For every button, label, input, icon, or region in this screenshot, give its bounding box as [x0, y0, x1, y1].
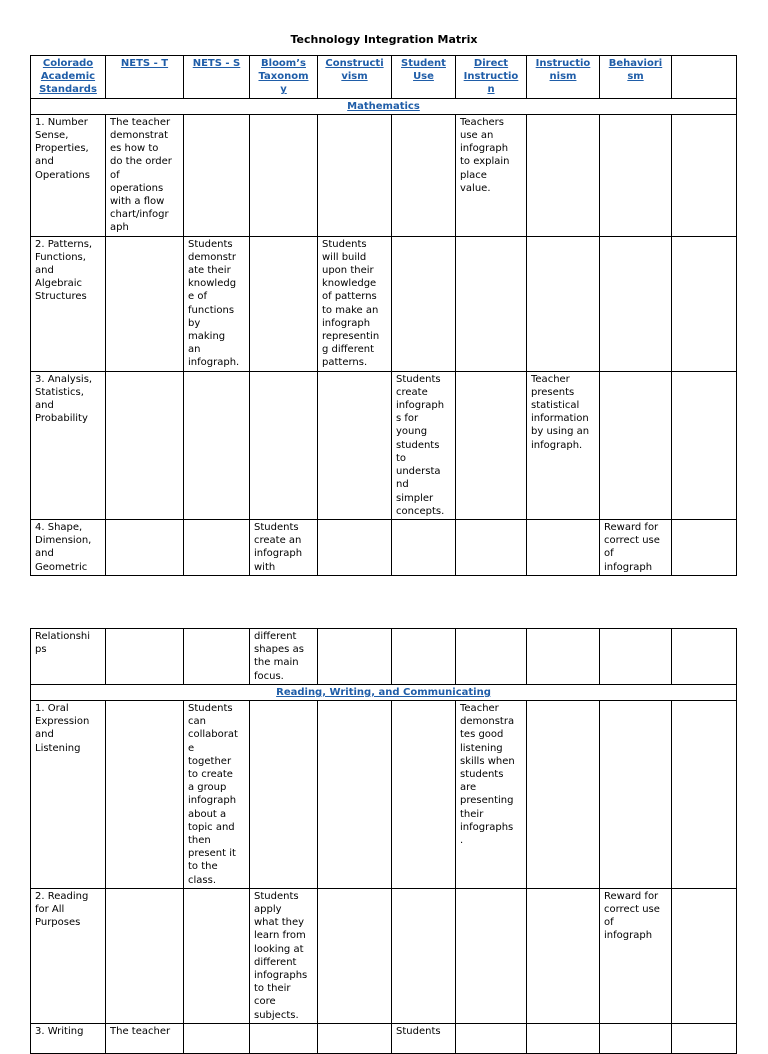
header-col2: [106, 56, 184, 99]
math-row2-col1-text: 2. Patterns, Functions, and Algebraic Structures: [35, 238, 93, 303]
math-row2-col4: [250, 236, 318, 371]
math-row2-col1: [31, 236, 106, 371]
reading-row1-col7: [456, 701, 527, 889]
math-row3-col9: [600, 371, 672, 519]
header-col3-text: NETS - S: [192, 58, 241, 69]
math-row2-col7: [456, 236, 527, 371]
reading-row3-col6-text: Students: [396, 1025, 441, 1037]
cont-row-col2: [106, 629, 184, 685]
document-title: Technology Integration Matrix: [290, 33, 478, 46]
section-mathematics: [31, 98, 737, 114]
cont-row-col6: [392, 629, 456, 685]
reading-row1-col5: [318, 701, 392, 889]
reading-row2-col2: [106, 888, 184, 1023]
header-col8: [527, 56, 600, 99]
header-col5: [318, 56, 392, 99]
math-row1-col7-text: Teachers use an infograph to explain place value.: [460, 116, 510, 194]
reading-row3-col8: [527, 1023, 600, 1053]
math-row4-col1-text: 4. Shape, Dimension, and Geometric: [35, 521, 92, 573]
section-mathematics-label: Mathematics: [31, 98, 737, 114]
header-col10: [672, 56, 737, 99]
reading-row2-col9: [600, 888, 672, 1023]
reading-row2-col9-text: Reward for correct use of infograph: [604, 890, 660, 942]
cont-row-col9: [600, 629, 672, 685]
math-row4-col1: [31, 519, 106, 575]
reading-row3-col2-text: The teacher: [110, 1025, 171, 1037]
reading-row2-col1: [31, 888, 106, 1023]
matrix-table-page1: [30, 55, 737, 576]
math-row1-col2: [106, 114, 184, 236]
math-row4-col7: [456, 519, 527, 575]
header-col2-text: NETS - T: [120, 58, 169, 69]
math-row1-col7: [456, 114, 527, 236]
math-row1-col9: [600, 114, 672, 236]
reading-row3-col5: [318, 1023, 392, 1053]
reading-row3-col1: [31, 1023, 106, 1053]
math-row4-col4-text: Students create an infograph with: [254, 521, 303, 573]
reading-row2-col4: [250, 888, 318, 1023]
section-reading-writing-label: Reading, Writing, and Communicating: [31, 684, 737, 700]
matrix-table-page2: [30, 628, 737, 1054]
reading-row1-col9: [600, 701, 672, 889]
header-col6-text: Student Use: [401, 58, 446, 83]
math-row1-col6: [392, 114, 456, 236]
reading-row1-col1-text: 1. Oral Expression and Listening: [35, 703, 90, 754]
math-row1-col1: [31, 114, 106, 236]
math-row1-col10: [672, 114, 737, 236]
reading-row3-col6: [392, 1023, 456, 1053]
math-row3-col3: [184, 371, 250, 519]
reading-row1-col8: [527, 701, 600, 889]
cont-row-col10: [672, 629, 737, 685]
math-row1-col4: [250, 114, 318, 236]
table-row: [31, 519, 737, 575]
reading-row3-col9: [600, 1023, 672, 1053]
header-row: [31, 56, 737, 99]
header-col7-text: Direct Instructio n: [463, 58, 519, 96]
reading-row1-col7-text: Teacher demonstra tes good listening skills when students are presenting their infographs .: [460, 703, 515, 847]
reading-row3-col2: [106, 1023, 184, 1053]
reading-row1-col1: [31, 701, 106, 889]
math-row3-col8-text: Teacher presents statistical information by using an infograph.: [531, 373, 590, 451]
math-row4-col4: [250, 519, 318, 575]
math-row1-col8: [527, 114, 600, 236]
reading-row2-col5: [318, 888, 392, 1023]
cont-row-col1: [31, 629, 106, 685]
header-col5-text: Constructi vism: [325, 58, 384, 83]
reading-row3-col1-text: 3. Writing: [35, 1025, 84, 1037]
reading-row2-col6: [392, 888, 456, 1023]
math-row4-col9-text: Reward for correct use of infograph: [604, 521, 660, 573]
header-col6: [392, 56, 456, 99]
reading-row3-col7: [456, 1023, 527, 1053]
reading-row1-col4: [250, 701, 318, 889]
math-row3-col4: [250, 371, 318, 519]
reading-row3-col4: [250, 1023, 318, 1053]
math-row4-col3: [184, 519, 250, 575]
cont-row-col5: [318, 629, 392, 685]
math-row1-col1-text: 1. Number Sense, Properties, and Operations: [35, 116, 90, 181]
reading-row1-col3-text: Students can collaborat e together to create a group infograph about a topic and then present it to the class.: [188, 703, 238, 886]
reading-row1-col2: [106, 701, 184, 889]
math-row2-col6: [392, 236, 456, 371]
cont-row-col1-text: Relationshi ps: [35, 631, 91, 656]
table-row: [31, 114, 737, 236]
math-row2-col5-text: Students will build upon their knowledge of patterns to make an infograph representin g different patterns.: [322, 238, 380, 369]
header-col1-text: Colorado Academic Standards: [39, 58, 97, 96]
table-row: [31, 371, 737, 519]
reading-row2-col8: [527, 888, 600, 1023]
math-row3-col10: [672, 371, 737, 519]
reading-row1-col3: [184, 701, 250, 889]
math-row3-col1-text: 3. Analysis, Statistics, and Probability: [35, 373, 93, 425]
math-row2-col5: [318, 236, 392, 371]
header-col3: [184, 56, 250, 99]
table-row: [31, 629, 737, 685]
math-row2-col3: [184, 236, 250, 371]
math-row4-col5: [318, 519, 392, 575]
cont-row-col4: [250, 629, 318, 685]
reading-row2-col10: [672, 888, 737, 1023]
section-reading-writing: [31, 684, 737, 700]
table-row: [31, 1023, 737, 1053]
reading-row2-col3: [184, 888, 250, 1023]
math-row2-col10: [672, 236, 737, 371]
header-col9-text: Behaviori sm: [608, 58, 663, 83]
header-col9: [600, 56, 672, 99]
math-row2-col8: [527, 236, 600, 371]
math-row3-col7: [456, 371, 527, 519]
math-row4-col9: [600, 519, 672, 575]
math-row3-col2: [106, 371, 184, 519]
reading-row2-col7: [456, 888, 527, 1023]
reading-row2-col4-text: Students apply what they learn from looking at different infographs to their core subjects.: [254, 890, 308, 1021]
math-row2-col9: [600, 236, 672, 371]
table-row: [31, 701, 737, 889]
reading-row3-col3: [184, 1023, 250, 1053]
reading-row3-col10: [672, 1023, 737, 1053]
table-row: [31, 236, 737, 371]
table-row: [31, 888, 737, 1023]
math-row2-col2: [106, 236, 184, 371]
math-row4-col2: [106, 519, 184, 575]
math-row4-col6: [392, 519, 456, 575]
header-col7: [456, 56, 527, 99]
math-row4-col10: [672, 519, 737, 575]
math-row1-col5: [318, 114, 392, 236]
header-col4: [250, 56, 318, 99]
reading-row2-col1-text: 2. Reading for All Purposes: [35, 890, 89, 929]
reading-row1-col6: [392, 701, 456, 889]
math-row3-col8: [527, 371, 600, 519]
math-row3-col1: [31, 371, 106, 519]
math-row2-col3-text: Students demonstr ate their knowledg e of functions by making an infograph.: [188, 238, 240, 369]
cont-row-col8: [527, 629, 600, 685]
header-col1: [31, 56, 106, 99]
math-row3-col5: [318, 371, 392, 519]
header-col8-text: Instructio nism: [535, 58, 591, 83]
math-row3-col6: [392, 371, 456, 519]
math-row4-col8: [527, 519, 600, 575]
math-row1-col3: [184, 114, 250, 236]
cont-row-col3: [184, 629, 250, 685]
header-col4-text: Bloom’s Taxonom y: [258, 58, 309, 96]
cont-row-col4-text: different shapes as the main focus.: [254, 631, 304, 682]
cont-row-col7: [456, 629, 527, 685]
reading-row1-col10: [672, 701, 737, 889]
math-row1-col2-text: The teacher demonstrat es how to do the order of operations with a flow chart/infogr aph: [110, 116, 172, 234]
math-row3-col6-text: Students create infograph s for young students to understa nd simpler concepts.: [396, 373, 445, 517]
